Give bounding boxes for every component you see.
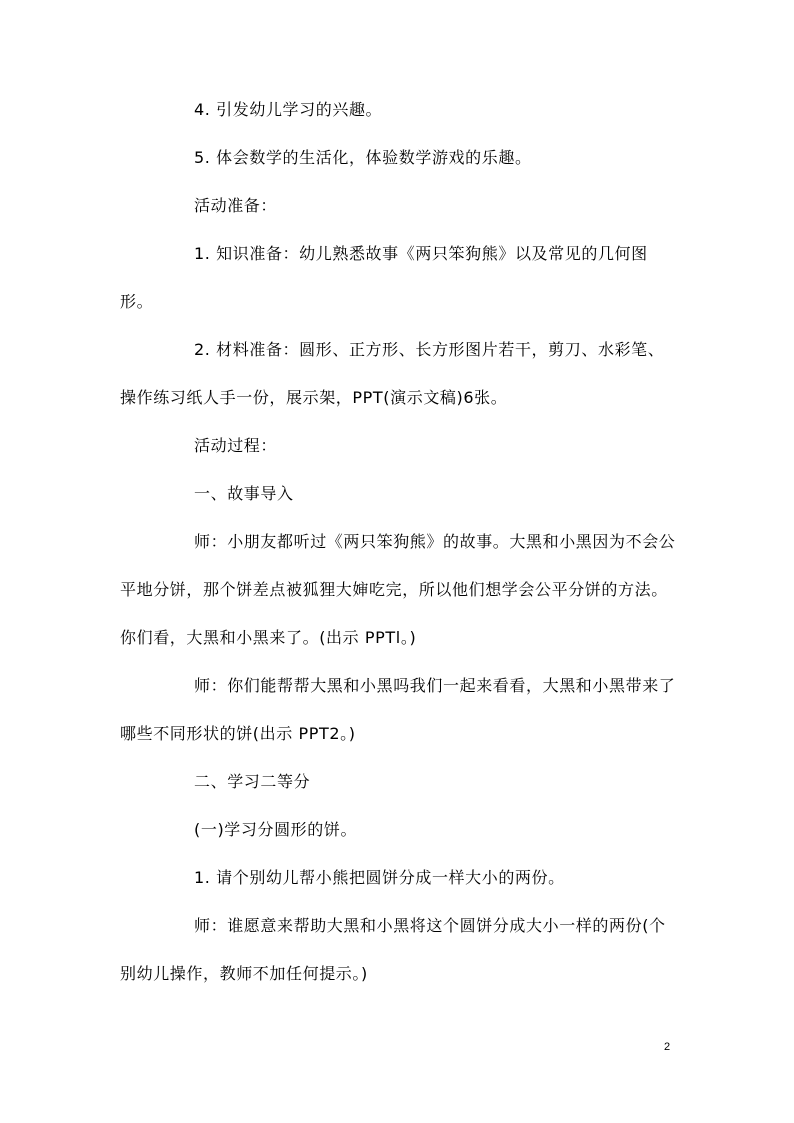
heading-process: 活动过程：: [194, 436, 278, 455]
paragraph-step-1: 1. 请个别幼儿帮小熊把圆饼分成一样大小的两份。: [194, 868, 565, 887]
page-number: 2: [664, 1041, 671, 1053]
heading-halving: 二、学习二等分: [194, 772, 311, 791]
paragraph-teacher-shapes: 师：你们能帮帮大黑和小黑吗我们一起来看看，大黑和小黑带来了哪些不同形状的饼(出示 PPT2。): [120, 676, 676, 743]
paragraph-goal-4: 4. 引发幼儿学习的兴趣。: [194, 100, 383, 119]
paragraph-teacher-volunteer: 师：谁愿意来帮助大黑和小黑将这个圆饼分成大小一样的两份(个别幼儿操作，教师不加任何提示。): [120, 916, 666, 983]
paragraph-preparation-1: 1. 知识准备：幼儿熟悉故事《两只笨狗熊》以及常见的几何图形。: [120, 244, 648, 311]
heading-preparation: 活动准备：: [194, 196, 278, 215]
paragraph-goal-5: 5. 体会数学的生活化，体验数学游戏的乐趣。: [194, 148, 532, 167]
paragraph-teacher-story: 师：小朋友都听过《两只笨狗熊》的故事。大黑和小黑因为不会公平地分饼，那个饼差点被狐狸大婶吃完，所以他们想学会公平分饼的方法。你们看，大黑和小黑来了。(出示 PPTl。): [120, 532, 676, 647]
heading-circle-cake: (一)学习分圆形的饼。: [194, 820, 358, 839]
paragraph-preparation-2: 2. 材料准备：圆形、正方形、长方形图片若干，剪刀、水彩笔、操作练习纸人手一份，展示架，PPT(演示文稿)6张。: [120, 340, 665, 407]
heading-story-intro: 一、故事导入: [194, 484, 294, 503]
